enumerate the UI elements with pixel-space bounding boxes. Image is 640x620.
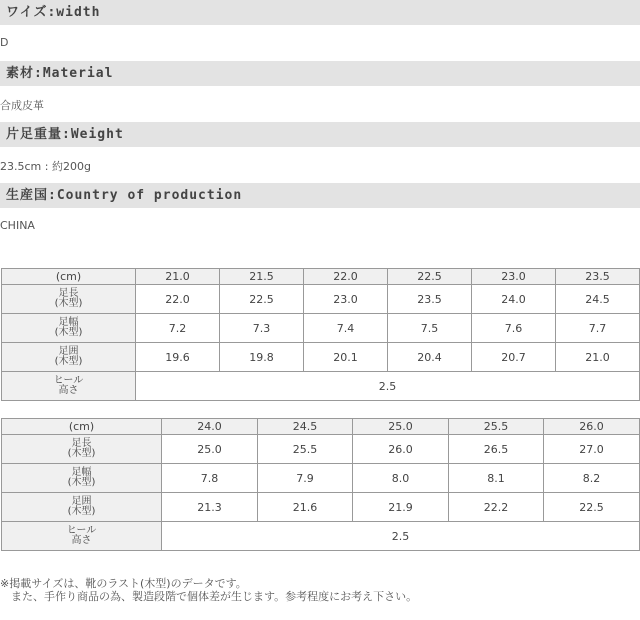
size-cell: 22.0 — [304, 269, 388, 285]
unit-cell: (cm) — [2, 419, 162, 435]
size-table-1 — [1, 268, 640, 401]
heel-value-cell: 2.5 — [136, 372, 640, 401]
foot-width-row — [2, 314, 640, 343]
value-cell: 22.5 — [220, 285, 304, 314]
row-label: 足幅 (木型) — [2, 314, 136, 343]
size-cell: 25.5 — [449, 419, 544, 435]
note-line-1: ※掲載サイズは、靴のラスト(木型)のデータです。 — [0, 577, 247, 590]
unit-cell: (cm) — [2, 269, 136, 285]
heel-value-cell: 2.5 — [162, 522, 640, 551]
weight-heading: 片足重量:Weight — [0, 122, 640, 147]
value-cell: 7.9 — [258, 464, 353, 493]
value-cell: 7.6 — [472, 314, 556, 343]
row-label: 足幅 (木型) — [2, 464, 162, 493]
width-heading: ワイズ:width — [0, 0, 640, 25]
value-cell: 20.1 — [304, 343, 388, 372]
material-value: 合成皮革 — [0, 99, 44, 112]
value-cell: 23.5 — [388, 285, 472, 314]
value-cell: 20.4 — [388, 343, 472, 372]
value-cell: 26.0 — [353, 435, 449, 464]
material-heading: 素材:Material — [0, 61, 640, 86]
value-cell: 26.5 — [449, 435, 544, 464]
value-cell: 21.6 — [258, 493, 353, 522]
value-cell: 27.0 — [544, 435, 640, 464]
row-label: 足囲 (木型) — [2, 343, 136, 372]
size-note — [0, 577, 417, 603]
size-cell: 25.0 — [353, 419, 449, 435]
value-cell: 22.5 — [544, 493, 640, 522]
value-cell: 22.0 — [136, 285, 220, 314]
size-cell: 26.0 — [544, 419, 640, 435]
size-table-2 — [1, 418, 640, 551]
foot-length-row — [2, 435, 640, 464]
value-cell: 19.6 — [136, 343, 220, 372]
row-label: ヒール 高さ — [2, 522, 162, 551]
value-cell: 8.1 — [449, 464, 544, 493]
size-cell: 21.0 — [136, 269, 220, 285]
country-value: CHINA — [0, 219, 35, 232]
value-cell: 24.5 — [556, 285, 640, 314]
value-cell: 8.0 — [353, 464, 449, 493]
note-line-2: また、手作り商品の為、製造段階で個体差が生じます。参考程度にお考え下さい。 — [0, 590, 418, 603]
size-cell: 23.0 — [472, 269, 556, 285]
value-cell: 7.2 — [136, 314, 220, 343]
value-cell: 22.2 — [449, 493, 544, 522]
value-cell: 21.9 — [353, 493, 449, 522]
value-cell: 23.0 — [304, 285, 388, 314]
foot-girth-row — [2, 493, 640, 522]
value-cell: 25.5 — [258, 435, 353, 464]
size-cell: 24.5 — [258, 419, 353, 435]
row-label: 足長 (木型) — [2, 285, 136, 314]
size-cell: 21.5 — [220, 269, 304, 285]
size-cell: 22.5 — [388, 269, 472, 285]
foot-girth-row — [2, 343, 640, 372]
foot-width-row — [2, 464, 640, 493]
size-cell: 24.0 — [162, 419, 258, 435]
value-cell: 7.4 — [304, 314, 388, 343]
value-cell: 7.7 — [556, 314, 640, 343]
width-value: D — [0, 36, 9, 49]
row-label: 足長 (木型) — [2, 435, 162, 464]
heel-height-row — [2, 522, 640, 551]
value-cell: 20.7 — [472, 343, 556, 372]
value-cell: 7.8 — [162, 464, 258, 493]
value-cell: 7.5 — [388, 314, 472, 343]
value-cell: 24.0 — [472, 285, 556, 314]
value-cell: 8.2 — [544, 464, 640, 493]
foot-length-row — [2, 285, 640, 314]
size-header-row — [2, 419, 640, 435]
value-cell: 21.3 — [162, 493, 258, 522]
value-cell: 19.8 — [220, 343, 304, 372]
size-cell: 23.5 — [556, 269, 640, 285]
value-cell: 7.3 — [220, 314, 304, 343]
size-header-row — [2, 269, 640, 285]
value-cell: 25.0 — [162, 435, 258, 464]
row-label: ヒール 高さ — [2, 372, 136, 401]
value-cell: 21.0 — [556, 343, 640, 372]
country-heading: 生産国:Country of production — [0, 183, 640, 208]
heel-height-row — [2, 372, 640, 401]
row-label: 足囲 (木型) — [2, 493, 162, 522]
weight-value: 23.5cm : 約200g — [0, 160, 91, 173]
